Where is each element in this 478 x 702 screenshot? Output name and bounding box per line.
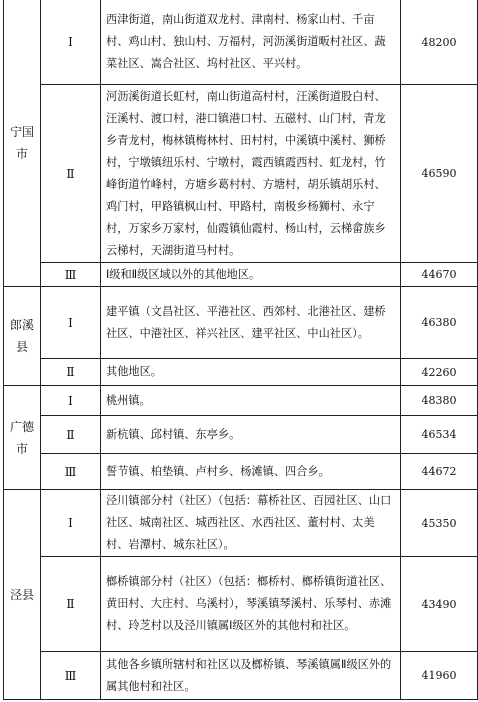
- area-description: 榔桥镇部分村（社区）（包括：榔桥村、榔桥镇街道社区、黄田村、大庄村、乌溪村），琴溪镇琴溪村、乐琴村、赤滩村、玲芝村以及泾川镇属Ⅰ级区外的其他村和社区。: [101, 557, 401, 652]
- table-row: [4, 287, 478, 359]
- table-row: [4, 0, 478, 85]
- table-row: [4, 416, 478, 454]
- wage-value: 46534: [401, 416, 478, 454]
- level-cell: Ⅲ: [41, 454, 101, 490]
- level-cell: Ⅱ: [41, 416, 101, 454]
- level-cell: Ⅱ: [41, 85, 101, 263]
- table-row: [4, 454, 478, 490]
- wage-value: 44670: [401, 263, 478, 287]
- area-description: 河沥溪街道长虹村，南山街道高村村，汪溪街道股白村、汪溪村、渡口村，港口镇港口村、五磁村、山门村，青龙乡青龙村，梅林镇梅林村、田村村，中溪镇中溪村、狮桥村，宁墩镇纽乐村、宁墩村，霞西镇霞西村、虹龙村，竹峰街道竹峰村，方塘乡葛村村、方塘村，胡乐镇胡乐村、鸡门村，甲路镇枫山村、甲路村，南极乡杨狮村、永宁村，万家乡万家村，仙霞镇仙霞村、杨山村，云梯畲族乡云梯村，天湖街道马村村。: [101, 85, 401, 263]
- area-description: 桃州镇。: [101, 386, 401, 416]
- level-cell: Ⅰ: [41, 0, 101, 85]
- area-description: 泾川镇部分村（社区）（包括：幕桥社区、百园社区、山口社区、城南社区、城西社区、水西社区、董村村、太美村、岩潭村、城东社区）。: [101, 490, 401, 557]
- area-description: 其他地区。: [101, 359, 401, 386]
- area-description: 誓节镇、柏垫镇、卢村乡、杨滩镇、四合乡。: [101, 454, 401, 490]
- area-description: Ⅰ级和Ⅱ级区域以外的其他地区。: [101, 263, 401, 287]
- wage-value: 46380: [401, 287, 478, 359]
- wage-value: 44672: [401, 454, 478, 490]
- level-cell: Ⅰ: [41, 386, 101, 416]
- level-cell: Ⅲ: [41, 263, 101, 287]
- wage-value: 48200: [401, 0, 478, 85]
- area-description: 其他各乡镇所辖村和社区以及榔桥镇、琴溪镇属Ⅱ级区外的属其他村和社区。: [101, 652, 401, 700]
- region-name: 泾县: [4, 490, 41, 700]
- table-row: [4, 386, 478, 416]
- table-row: [4, 652, 478, 700]
- area-description: 西津街道，南山街道双龙村、津南村、杨家山村、千亩村、鸡山村、独山村、万福村，河沥溪街道畈村社区、蔬菜社区、嵩合社区、坞村社区、平兴村。: [101, 0, 401, 85]
- wage-value: 46590: [401, 85, 478, 263]
- table-row: [4, 557, 478, 652]
- wage-standard-table: [3, 0, 478, 700]
- level-cell: Ⅱ: [41, 557, 101, 652]
- level-cell: Ⅰ: [41, 287, 101, 359]
- region-name: 广德市: [4, 386, 41, 490]
- table-row: [4, 490, 478, 557]
- area-description: 建平镇（文昌社区、平港社区、西郊村、北港社区、建桥社区、中港社区、祥兴社区、建平社区、中山社区）。: [101, 287, 401, 359]
- region-name: 郎溪县: [4, 287, 41, 386]
- wage-value: 45350: [401, 490, 478, 557]
- table-row: [4, 359, 478, 386]
- wage-value: 42260: [401, 359, 478, 386]
- table-row: [4, 85, 478, 263]
- level-cell: Ⅰ: [41, 490, 101, 557]
- level-cell: Ⅱ: [41, 359, 101, 386]
- wage-value: 41960: [401, 652, 478, 700]
- level-cell: Ⅲ: [41, 652, 101, 700]
- table-row: [4, 263, 478, 287]
- area-description: 新杭镇、邱村镇、东亭乡。: [101, 416, 401, 454]
- wage-value: 43490: [401, 557, 478, 652]
- wage-value: 48380: [401, 386, 478, 416]
- region-name: 宁国市: [4, 0, 41, 287]
